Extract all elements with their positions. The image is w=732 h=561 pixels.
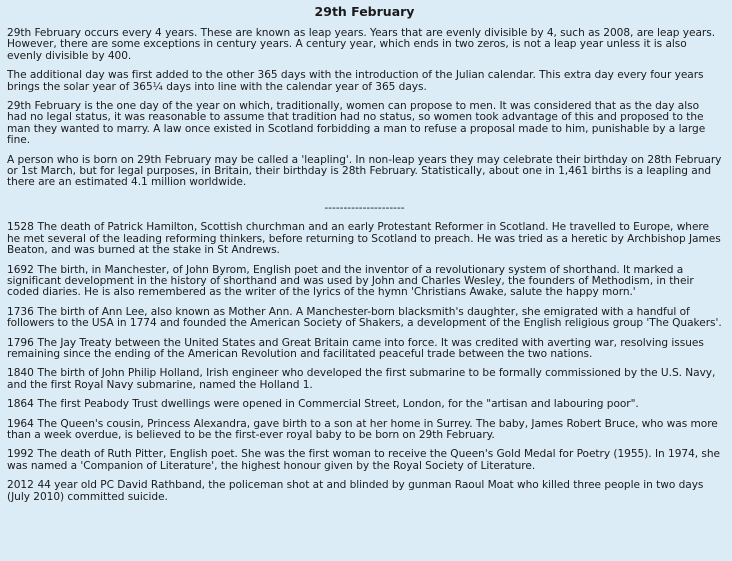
event-item-1692 — [7, 265, 722, 299]
event-year: 1528 — [7, 221, 34, 234]
intro-paragraph-leap-years: 29th February occurs every 4 years. These are known as leap years. Years that are evenly divisible by 4, such as 2008, are leap years. However, there are some exceptions in century years. A century year, which ends in two zeros, is not a leap year unless it is also evenly divisible by 400. — [7, 27, 716, 62]
event-text: 44 year old PC David Rathband, the policeman shot at and blinded by gunman Raoul Moat who killed three people in two days (July 2010) committed suicide. — [7, 479, 704, 503]
event-text: The birth, in Manchester, of John Byrom, English poet and the inventor of a revolutionary system of shorthand. It marked a significant development in the history of shorthand and was used by John and Charles Wesley, the founders of Methodism, in their coded diaries. He is also remembered as the writer of the lyrics of the hymn 'Christians Awake, salute the happy morn.' — [7, 263, 694, 299]
event-text: The birth of Ann Lee, also known as Mother Ann. A Manchester-born blacksmith's daughter, she emigrated with a handful of followers to the USA in 1774 and founded the American Society of Shakers, a development of the English religious group 'The Quakers'. — [7, 305, 722, 330]
event-item-1736 — [7, 307, 722, 330]
event-item-1964 — [7, 419, 722, 442]
event-year: 1964 — [7, 417, 34, 430]
event-year: 2012 — [7, 479, 34, 492]
intro-paragraph-proposal-tradition: 29th February is the one day of the year on which, traditionally, women can propose to men. It was considered that as the day also had no legal status, it was reasonable to assume that tradition had no status, so women took advantage of this and proposed to the man they wanted to marry. A law once existed in Scotland forbidding a man to refuse a proposal made to him, punishable by a large fine. — [7, 100, 706, 147]
event-item-2012 — [7, 480, 722, 503]
event-text: The death of Patrick Hamilton, Scottish churchman and an early Protestant Reformer in Scotland. He travelled to Europe, where he met several of the leading reforming thinkers, before returning to Scotland to preach. He was tried as a heretic by Archbishop James Beaton, and was burned at the stake in St Andrews. — [7, 221, 721, 257]
event-text: The death of Ruth Pitter, English poet. She was the first woman to receive the Queen's Gold Medal for Poetry (1955). In 1974, she was named a 'Companion of Literature', the highest honour given by the Royal Society of Literature. — [7, 448, 720, 472]
event-year: 1796 — [7, 336, 34, 349]
event-text: The birth of John Philip Holland, Irish engineer who developed the first submarine to be formally commissioned by the U.S. Navy, and the first Royal Navy submarine, named the Holland 1. — [7, 367, 716, 391]
event-text: The Jay Treaty between the United States and Great Britain came into force. It was credited with averting war, resolving issues remaining since the ending of the American Revolution and facilitated peaceful trade between the two nations. — [7, 336, 704, 360]
event-text: The Queen's cousin, Princess Alexandra, gave birth to a son at her home in Surrey. The baby, James Robert Bruce, who was more than a week overdue, is believed to be the first-ever royal baby to be born on 29th February. — [7, 417, 718, 441]
event-item-1796 — [7, 338, 722, 361]
event-year: 1736 — [7, 305, 34, 318]
event-item-1840 — [7, 368, 722, 391]
event-item-1864 — [7, 399, 722, 410]
event-year: 1864 — [7, 398, 34, 411]
page-title: 29th February — [314, 4, 415, 19]
event-item-1992 — [7, 449, 722, 472]
event-year: 1992 — [7, 448, 34, 461]
event-item-1528 — [7, 222, 722, 256]
intro-paragraph-julian-calendar: The additional day was first added to the other 365 days with the introduction of the Julian calendar. This extra day every four years brings the solar year of 365¼ days into line with the calendar year of 365 days. — [7, 69, 704, 93]
event-year: 1840 — [7, 367, 34, 380]
event-text: The first Peabody Trust dwellings were opened in Commercial Street, London, for the "artisan and labouring poor". — [37, 398, 639, 411]
event-year: 1692 — [7, 263, 34, 276]
section-divider: --------------------- — [324, 201, 405, 214]
intro-paragraph-leapling: A person who is born on 29th February may be called a 'leapling'. In non-leap years they may celebrate their birthday on 28th February or 1st March, but for legal purposes, in Britain, their birthday is 28th February. Statistically, about one in 1,461 births is a leapling and there are an estimated 4.1 million worldwide. — [7, 153, 722, 189]
